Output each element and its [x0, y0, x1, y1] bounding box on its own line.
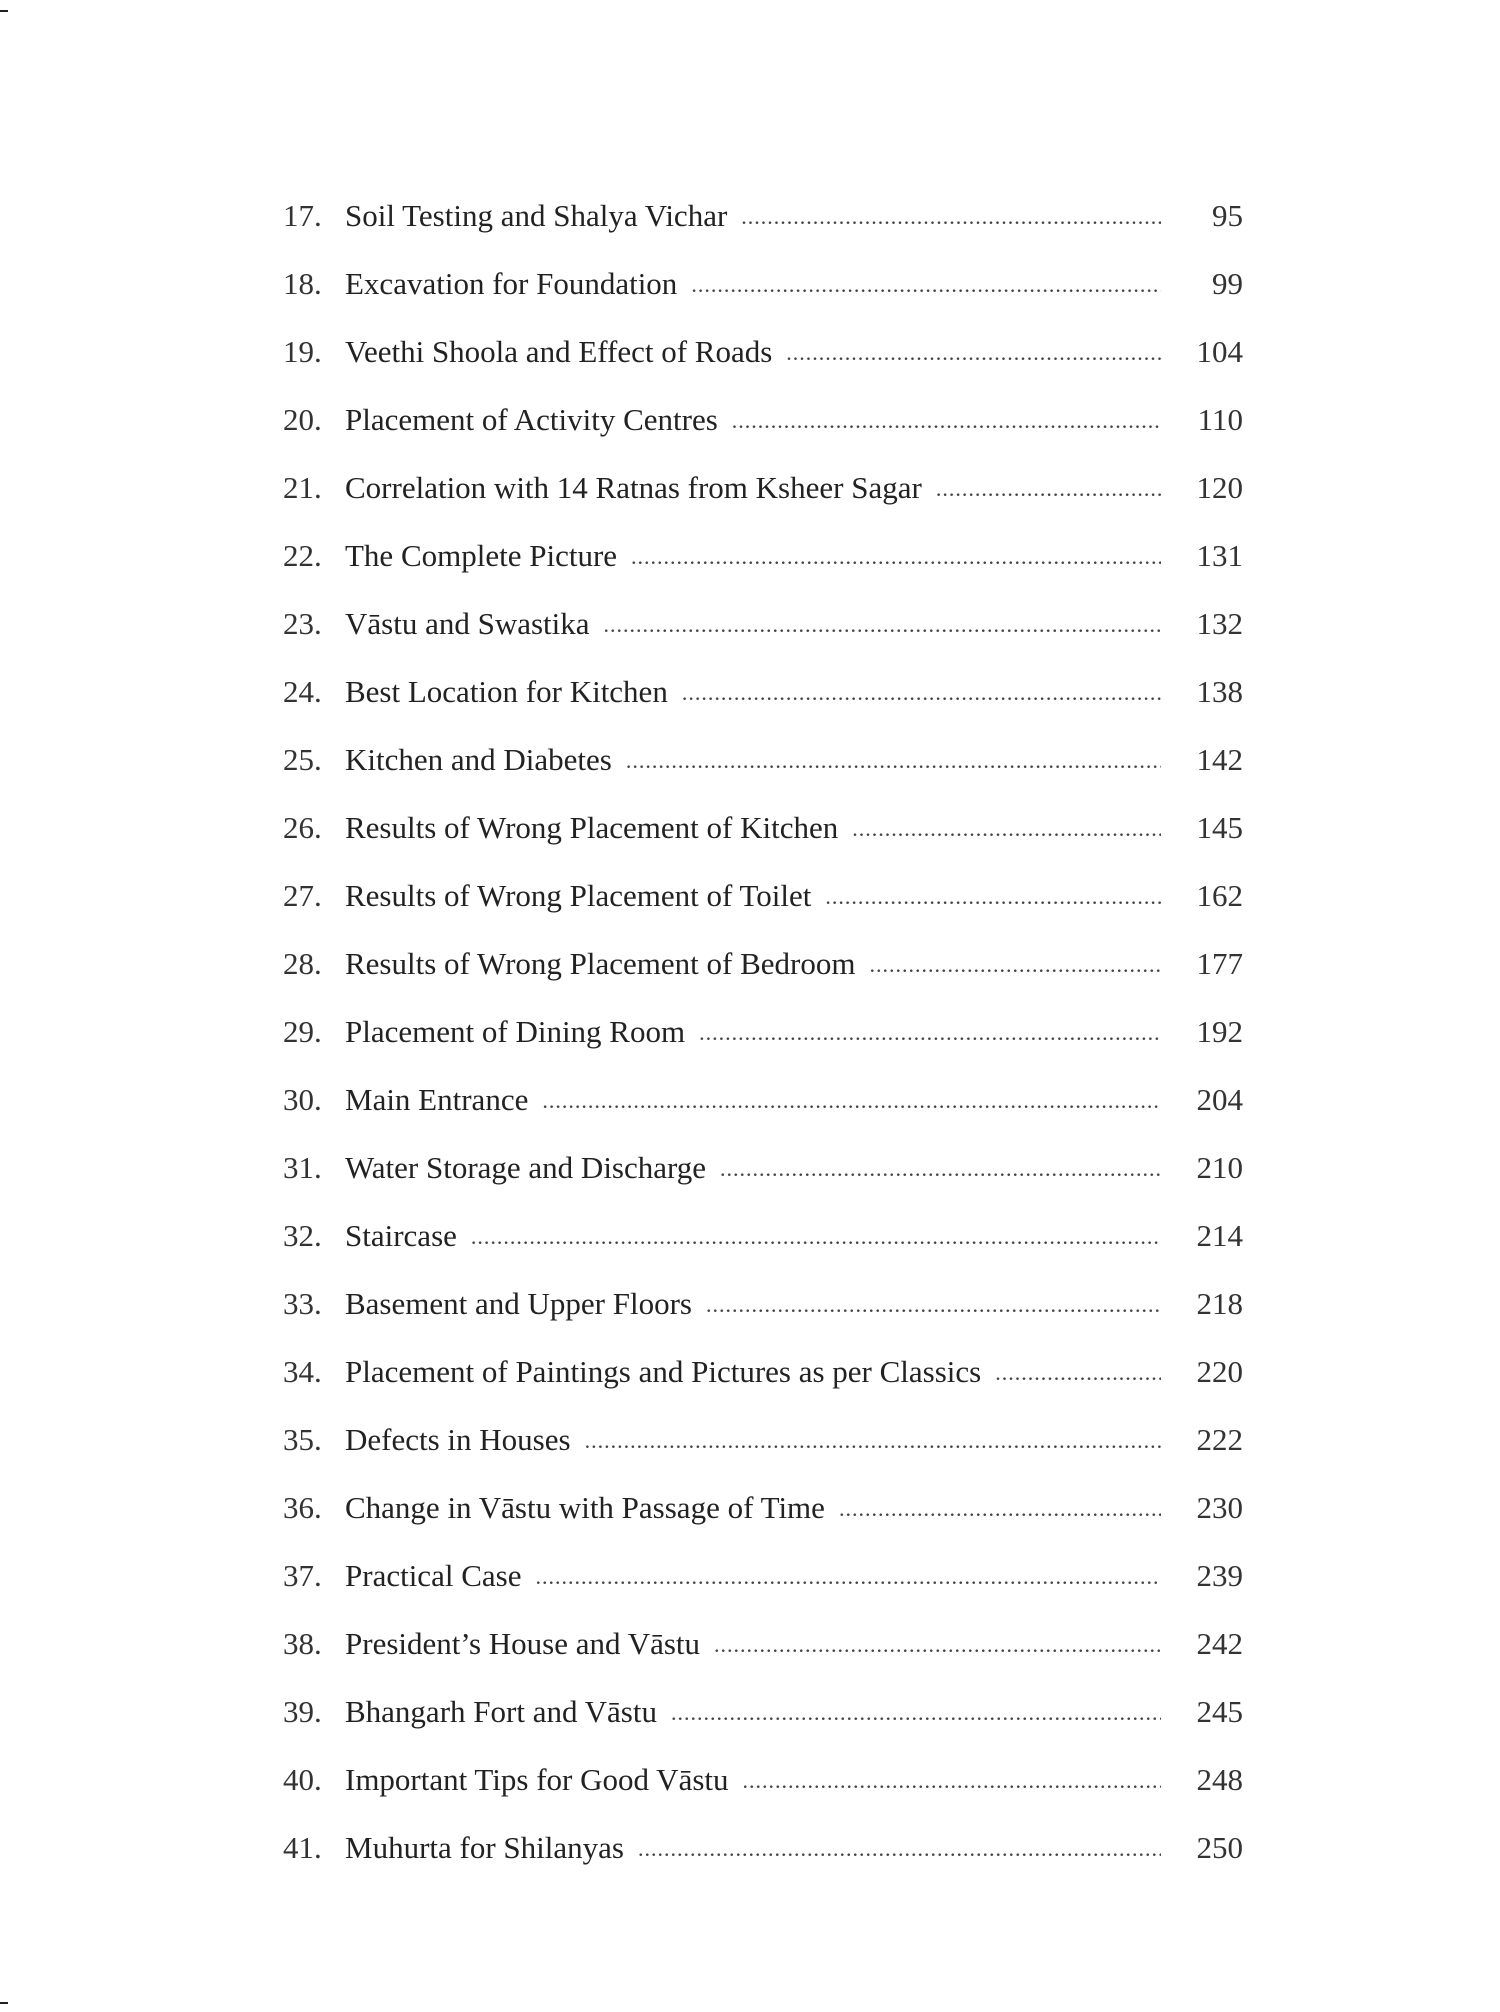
dot-leader [604, 599, 1161, 651]
toc-entry [283, 462, 1243, 530]
dot-leader [869, 939, 1161, 991]
entry-number: 19. [283, 334, 322, 369]
entry-title: Results of Wrong Placement of Bedroom [345, 946, 856, 981]
entry-title: Kitchen and Diabetes [345, 742, 612, 777]
entry-title: Placement of Dining Room [345, 1014, 686, 1049]
entry-number: 23. [283, 606, 322, 641]
entry-page-number: 95 [1212, 198, 1243, 233]
entry-page-number: 239 [1196, 1558, 1243, 1593]
entry-page-number: 222 [1196, 1422, 1243, 1457]
entry-title: Main Entrance [345, 1082, 529, 1117]
entry-number: 17. [283, 198, 322, 233]
toc-entry [283, 666, 1243, 734]
entry-number: 20. [283, 402, 322, 437]
dot-leader [743, 1755, 1161, 1807]
dot-leader [682, 667, 1161, 719]
dot-leader [825, 871, 1161, 923]
entry-title: Veethi Shoola and Effect of Roads [345, 334, 773, 369]
entry-number: 21. [283, 470, 322, 505]
entry-number: 22. [283, 538, 322, 573]
toc-entry [283, 1550, 1243, 1618]
entry-number: 37. [283, 1558, 322, 1593]
entry-page-number: 110 [1197, 402, 1243, 437]
toc-entry [283, 1006, 1243, 1074]
entry-page-number: 220 [1196, 1354, 1243, 1389]
entry-number: 33. [283, 1286, 322, 1321]
entry-page-number: 142 [1196, 742, 1243, 777]
entry-title: Best Location for Kitchen [345, 674, 668, 709]
toc-entry [283, 802, 1243, 870]
entry-title: Water Storage and Discharge [345, 1150, 707, 1185]
entry-title: Vāstu and Swastika [345, 606, 590, 641]
entry-title: Results of Wrong Placement of Kitchen [345, 810, 839, 845]
entry-page-number: 192 [1196, 1014, 1243, 1049]
toc-entry [283, 326, 1243, 394]
entry-page-number: 120 [1196, 470, 1243, 505]
entry-page-number: 210 [1196, 1150, 1243, 1185]
dot-leader [471, 1211, 1161, 1263]
entry-title: Results of Wrong Placement of Toilet [345, 878, 812, 913]
entry-title: Practical Case [345, 1558, 522, 1593]
toc-entry [283, 1482, 1243, 1550]
toc-entry [283, 1074, 1243, 1142]
entry-page-number: 99 [1212, 266, 1243, 301]
entry-number: 24. [283, 674, 322, 709]
entry-number: 28. [283, 946, 322, 981]
dot-leader [839, 1483, 1161, 1535]
entry-number: 27. [283, 878, 322, 913]
entry-number: 32. [283, 1218, 322, 1253]
entry-page-number: 242 [1196, 1626, 1243, 1661]
toc-entry [283, 870, 1243, 938]
table-of-contents [283, 190, 1243, 1890]
entry-number: 25. [283, 742, 322, 777]
entry-title: Excavation for Foundation [345, 266, 678, 301]
entry-number: 30. [283, 1082, 322, 1117]
dot-leader [626, 735, 1161, 787]
entry-title: Bhangarh Fort and Vāstu [345, 1694, 657, 1729]
dot-leader [714, 1619, 1161, 1671]
dot-leader [936, 463, 1161, 515]
toc-entry [283, 1278, 1243, 1346]
entry-page-number: 245 [1196, 1694, 1243, 1729]
dot-leader [732, 395, 1161, 447]
toc-entry [283, 1414, 1243, 1482]
entry-number: 39. [283, 1694, 322, 1729]
dot-leader [691, 259, 1161, 311]
entry-page-number: 248 [1196, 1762, 1243, 1797]
toc-entry [283, 1210, 1243, 1278]
entry-title: Soil Testing and Shalya Vichar [345, 198, 728, 233]
dot-leader [786, 327, 1161, 379]
toc-entry [283, 530, 1243, 598]
entry-page-number: 138 [1196, 674, 1243, 709]
toc-entry [283, 1754, 1243, 1822]
toc-entry [283, 258, 1243, 326]
entry-page-number: 145 [1196, 810, 1243, 845]
entry-title: Defects in Houses [345, 1422, 571, 1457]
entry-title: Basement and Upper Floors [345, 1286, 692, 1321]
entry-number: 38. [283, 1626, 322, 1661]
entry-title: Change in Vāstu with Passage of Time [345, 1490, 825, 1525]
dot-leader [699, 1007, 1161, 1059]
dot-leader [638, 1823, 1161, 1875]
entry-page-number: 230 [1196, 1490, 1243, 1525]
entry-title: Important Tips for Good Vāstu [345, 1762, 729, 1797]
toc-entry [283, 938, 1243, 1006]
entry-title: President’s House and Vāstu [345, 1626, 701, 1661]
toc-entry [283, 394, 1243, 462]
entry-page-number: 214 [1196, 1218, 1243, 1253]
entry-page-number: 250 [1196, 1830, 1243, 1865]
dot-leader [706, 1279, 1161, 1331]
entry-page-number: 104 [1196, 334, 1243, 369]
entry-page-number: 204 [1196, 1082, 1243, 1117]
entry-page-number: 132 [1196, 606, 1243, 641]
entry-number: 41. [283, 1830, 322, 1865]
toc-entry [283, 734, 1243, 802]
entry-title: Placement of Paintings and Pictures as per Classics [345, 1354, 982, 1389]
entry-number: 31. [283, 1150, 322, 1185]
toc-entry [283, 1618, 1243, 1686]
crop-mark-top-left [0, 10, 8, 12]
entry-title: Correlation with 14 Ratnas from Ksheer Sagar [345, 470, 922, 505]
entry-page-number: 131 [1196, 538, 1243, 573]
dot-leader [585, 1415, 1161, 1467]
toc-entry [283, 1822, 1243, 1890]
dot-leader [741, 191, 1161, 243]
toc-entry [283, 598, 1243, 666]
entry-number: 40. [283, 1762, 322, 1797]
dot-leader [631, 531, 1161, 583]
entry-number: 29. [283, 1014, 322, 1049]
dot-leader [720, 1143, 1161, 1195]
entry-page-number: 162 [1196, 878, 1243, 913]
toc-entry [283, 190, 1243, 258]
entry-page-number: 177 [1196, 946, 1243, 981]
entry-title: Staircase [345, 1218, 457, 1253]
toc-entry [283, 1346, 1243, 1414]
entry-title: The Complete Picture [345, 538, 618, 573]
entry-title: Placement of Activity Centres [345, 402, 718, 437]
entry-number: 18. [283, 266, 322, 301]
dot-leader [852, 803, 1161, 855]
crop-mark-bottom-left [0, 2002, 8, 2004]
dot-leader [542, 1075, 1161, 1127]
dot-leader [995, 1347, 1161, 1399]
entry-number: 34. [283, 1354, 322, 1389]
entry-title: Muhurta for Shilanyas [345, 1830, 624, 1865]
dot-leader [671, 1687, 1161, 1739]
entry-page-number: 218 [1196, 1286, 1243, 1321]
toc-entry [283, 1142, 1243, 1210]
entry-number: 26. [283, 810, 322, 845]
entry-number: 35. [283, 1422, 322, 1457]
toc-entry [283, 1686, 1243, 1754]
entry-number: 36. [283, 1490, 322, 1525]
dot-leader [535, 1551, 1161, 1603]
